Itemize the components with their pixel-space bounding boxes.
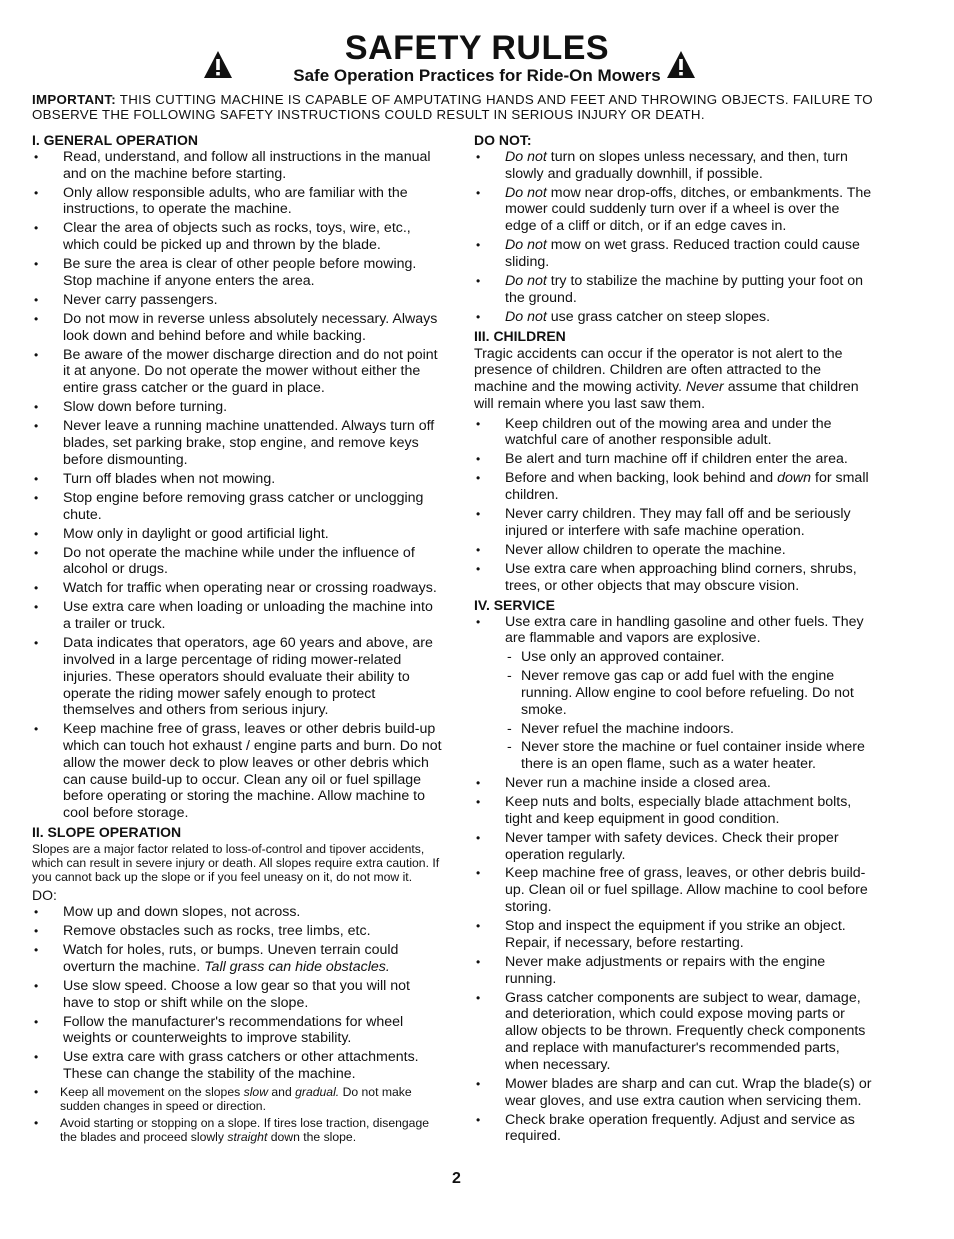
- list-item: • Data indicates that operators, age 60 years and above, are involved in a large percentage of riding mower-related injuries. These operators should evaluate their ability to operate the riding mower safely enough to protect themselves and others from serious injury.: [32, 635, 442, 719]
- right-column: [474, 131, 874, 1147]
- list-item: • Be alert and turn machine off if children enter the area.: [474, 451, 874, 468]
- list-item-text: for small children.: [505, 470, 869, 504]
- list-item-emphasis: gradual.: [295, 1085, 340, 1100]
- children-list: [474, 416, 874, 595]
- section-heading-general: I. GENERAL OPERATION: [32, 132, 198, 148]
- section-heading-donot: DO NOT:: [474, 132, 532, 148]
- list-item: • Use extra care with grass catchers or other attachments. These can change the stability of the machine.: [32, 1049, 442, 1083]
- list-item: • Never leave a running machine unattended. Always turn off blades, set parking brake, stop engine, and remove keys before dismounting.: [32, 418, 442, 468]
- list-item-emphasis: Tall grass can hide obstacles.: [204, 958, 390, 975]
- list-item: • Never allow children to operate the machine.: [474, 542, 874, 559]
- section-heading-service: IV. SERVICE: [474, 596, 555, 613]
- list-item-text: mow near drop-offs, ditches, or embankments. The mower could suddenly turn over if a wheel is over the edge of a cliff or ditch, or if an edge caves in.: [505, 184, 872, 235]
- list-item-text: use grass catcher on steep slopes.: [550, 308, 771, 325]
- list-item-emphasis: Do not: [505, 184, 547, 201]
- list-item-text: Avoid starting or stopping on a slope. If tires lose traction, disengage the blades and proceed slowly: [60, 1115, 430, 1144]
- list-item-text: try to stabilize the machine by putting your foot on the ground.: [505, 272, 864, 306]
- list-item: • Keep children out of the mowing area and under the watchful care of another responsible adult.: [474, 416, 874, 450]
- list-item: • Grass catcher components are subject to wear, damage, and deterioration, which could expose moving parts or allow objects to be thrown. Frequently check components and replace with manufacturer's recommended parts, when necessary.: [474, 990, 874, 1074]
- list-item: • Mow up and down slopes, not across.: [32, 904, 442, 921]
- important-text: THIS CUTTING MACHINE IS CAPABLE OF AMPUTATING HANDS AND FEET AND THROWING OBJECTS. FAILURE TO OBSERVE THE FOLLOWING SAFETY INSTRUCTIONS COULD RESULT IN SERIOUS INJURY OR DEATH.: [32, 92, 873, 122]
- list-item-emphasis: Do not: [505, 148, 547, 165]
- list-item-text: down the slope.: [270, 1129, 357, 1144]
- list-item: [32, 1085, 442, 1113]
- sub-list-item: - Use only an approved container.: [474, 649, 874, 666]
- page-subtitle: Safe Operation Practices for Ride-On Mowers: [293, 66, 661, 85]
- section-heading-children: III. CHILDREN: [474, 327, 566, 344]
- list-item-text: Do not make sudden changes in speed or direction.: [60, 1085, 412, 1114]
- sub-list-item: - Never store the machine or fuel container inside where there is an open flame, such as a water heater.: [474, 739, 874, 773]
- list-item: • Only allow responsible adults, who are familiar with the instructions, to operate the machine.: [32, 185, 442, 219]
- list-item: • Keep machine free of grass, leaves, or other debris build-up. Clean oil or fuel spillage. Allow machine to cool before storing.: [474, 865, 874, 915]
- list-item-text: turn on slopes unless necessary, and then, turn slowly and gradually downhill, if possible.: [505, 148, 848, 182]
- list-item-emphasis: Do not: [505, 308, 547, 325]
- list-item: • Turn off blades when not mowing.: [32, 471, 442, 488]
- list-item: • Stop engine before removing grass catcher or unclogging chute.: [32, 490, 442, 524]
- list-item: • Use extra care in handling gasoline and other fuels. They are flammable and vapors are explosive.: [474, 614, 874, 648]
- list-item: • Keep nuts and bolts, especially blade attachment bolts, tight and keep equipment in good condition.: [474, 794, 874, 828]
- list-item: • Read, understand, and follow all instructions in the manual and on the machine before starting.: [32, 149, 442, 183]
- sub-list-item: - Never remove gas cap or add fuel with the engine running. Allow engine to cool before refueling. Do not smoke.: [474, 668, 874, 718]
- service-list: [474, 614, 874, 1146]
- sub-list-item: - Never refuel the machine indoors.: [474, 721, 874, 738]
- list-item: [474, 273, 874, 307]
- list-item-text: Watch for holes, ruts, or bumps. Uneven terrain could overturn the machine.: [63, 942, 399, 975]
- slope-intro: Slopes are a major factor related to loss-of-control and tipover accidents, which can result in severe injury or death. All slopes require extra caution. If you cannot back up the slope or if you feel uneasy on it, do not mow it.: [32, 842, 440, 885]
- list-item: • Use extra care when approaching blind corners, shrubs, trees, or other objects that may obscure vision.: [474, 561, 874, 595]
- list-item-text: Keep all movement on the slopes: [60, 1085, 241, 1100]
- list-item: • Never carry passengers.: [32, 292, 442, 309]
- page-number: 2: [452, 1170, 461, 1187]
- list-item: [474, 149, 874, 183]
- list-item-emphasis: Do not: [505, 272, 547, 289]
- list-item-emphasis: Do not: [505, 237, 547, 254]
- list-item: • Clear the area of objects such as rocks, toys, wire, etc., which could be picked up and thrown by the blade.: [32, 220, 442, 254]
- list-item: • Never tamper with safety devices. Check their proper operation regularly.: [474, 830, 874, 864]
- important-label: IMPORTANT:: [32, 92, 117, 107]
- list-item: [474, 237, 874, 271]
- list-item: • Use slow speed. Choose a low gear so that you will not have to stop or shift while on the slope.: [32, 978, 442, 1012]
- left-column: [32, 131, 442, 1146]
- list-item: • Slow down before turning.: [32, 399, 442, 416]
- list-item: • Never carry children. They may fall off and be seriously injured or interfere with safe machine operation.: [474, 506, 874, 540]
- list-item: [474, 185, 874, 235]
- do-list: [32, 904, 442, 1083]
- paragraph-text: Tragic accidents can occur if the operator is not alert to the presence of children. Children are often attracted to the machine and the mowing activity.: [474, 345, 843, 396]
- page-title: SAFETY RULES: [344, 29, 610, 67]
- list-item: • Never run a machine inside a closed area.: [474, 775, 874, 792]
- do-list-small: [32, 1085, 442, 1144]
- list-item: • Keep machine free of grass, leaves or other debris build-up which can touch hot exhaust / engine parts and burn. Do not allow the mower deck to plow leaves or other debris which can cause build-up to occur. Clean any oil or fuel spillage before operating or storing the machine. Allow machine to cool before storage.: [32, 721, 442, 822]
- general-list: [32, 149, 442, 822]
- list-item: [32, 942, 442, 976]
- list-item-emphasis: slow: [243, 1085, 268, 1100]
- list-item: • Stop and inspect the equipment if you strike an object. Repair, if necessary, before restarting.: [474, 918, 874, 952]
- list-item-text: mow on wet grass. Reduced traction could cause sliding.: [505, 237, 860, 270]
- list-item: [474, 309, 874, 326]
- list-item: • Do not operate the machine while under the influence of alcohol or drugs.: [32, 545, 442, 579]
- list-item: • Never make adjustments or repairs with the engine running.: [474, 954, 874, 988]
- list-item: • Remove obstacles such as rocks, tree limbs, etc.: [32, 923, 442, 940]
- list-item: • Follow the manufacturer's recommendations for wheel weights or counterweights to improve stability.: [32, 1014, 442, 1048]
- section-heading-slope: II. SLOPE OPERATION: [32, 824, 182, 841]
- children-intro: [474, 346, 874, 413]
- list-item: [32, 1116, 442, 1144]
- donot-list: [474, 149, 874, 326]
- do-label: DO:: [32, 887, 57, 904]
- list-item: [474, 470, 874, 504]
- list-item-emphasis: straight: [227, 1129, 268, 1144]
- list-item-text: Before and when backing, look behind and: [505, 470, 774, 487]
- paragraph-text: assume that children will remain where you last saw them.: [474, 379, 859, 412]
- list-item-emphasis: down: [777, 470, 812, 487]
- list-item: • Do not mow in reverse unless absolutely necessary. Always look down and behind before and while backing.: [32, 311, 442, 345]
- list-item-text: and: [271, 1085, 292, 1100]
- list-item: • Mower blades are sharp and can cut. Wrap the blade(s) or wear gloves, and use extra caution when servicing them.: [474, 1076, 874, 1110]
- important-notice: [32, 92, 882, 122]
- list-item: • Be aware of the mower discharge direction and do not point it at anyone. Do not operate the mower without either the entire grass catcher or the guard in place.: [32, 347, 442, 397]
- paragraph-emphasis: Never: [685, 379, 724, 396]
- list-item: • Check brake operation frequently. Adjust and service as required.: [474, 1112, 874, 1146]
- list-item: • Watch for traffic when operating near or crossing roadways.: [32, 580, 442, 597]
- list-item: • Be sure the area is clear of other people before mowing. Stop machine if anyone enters the area.: [32, 256, 442, 290]
- list-item: • Use extra care when loading or unloading the machine into a trailer or truck.: [32, 599, 442, 633]
- list-item: • Mow only in daylight or good artificial light.: [32, 526, 442, 543]
